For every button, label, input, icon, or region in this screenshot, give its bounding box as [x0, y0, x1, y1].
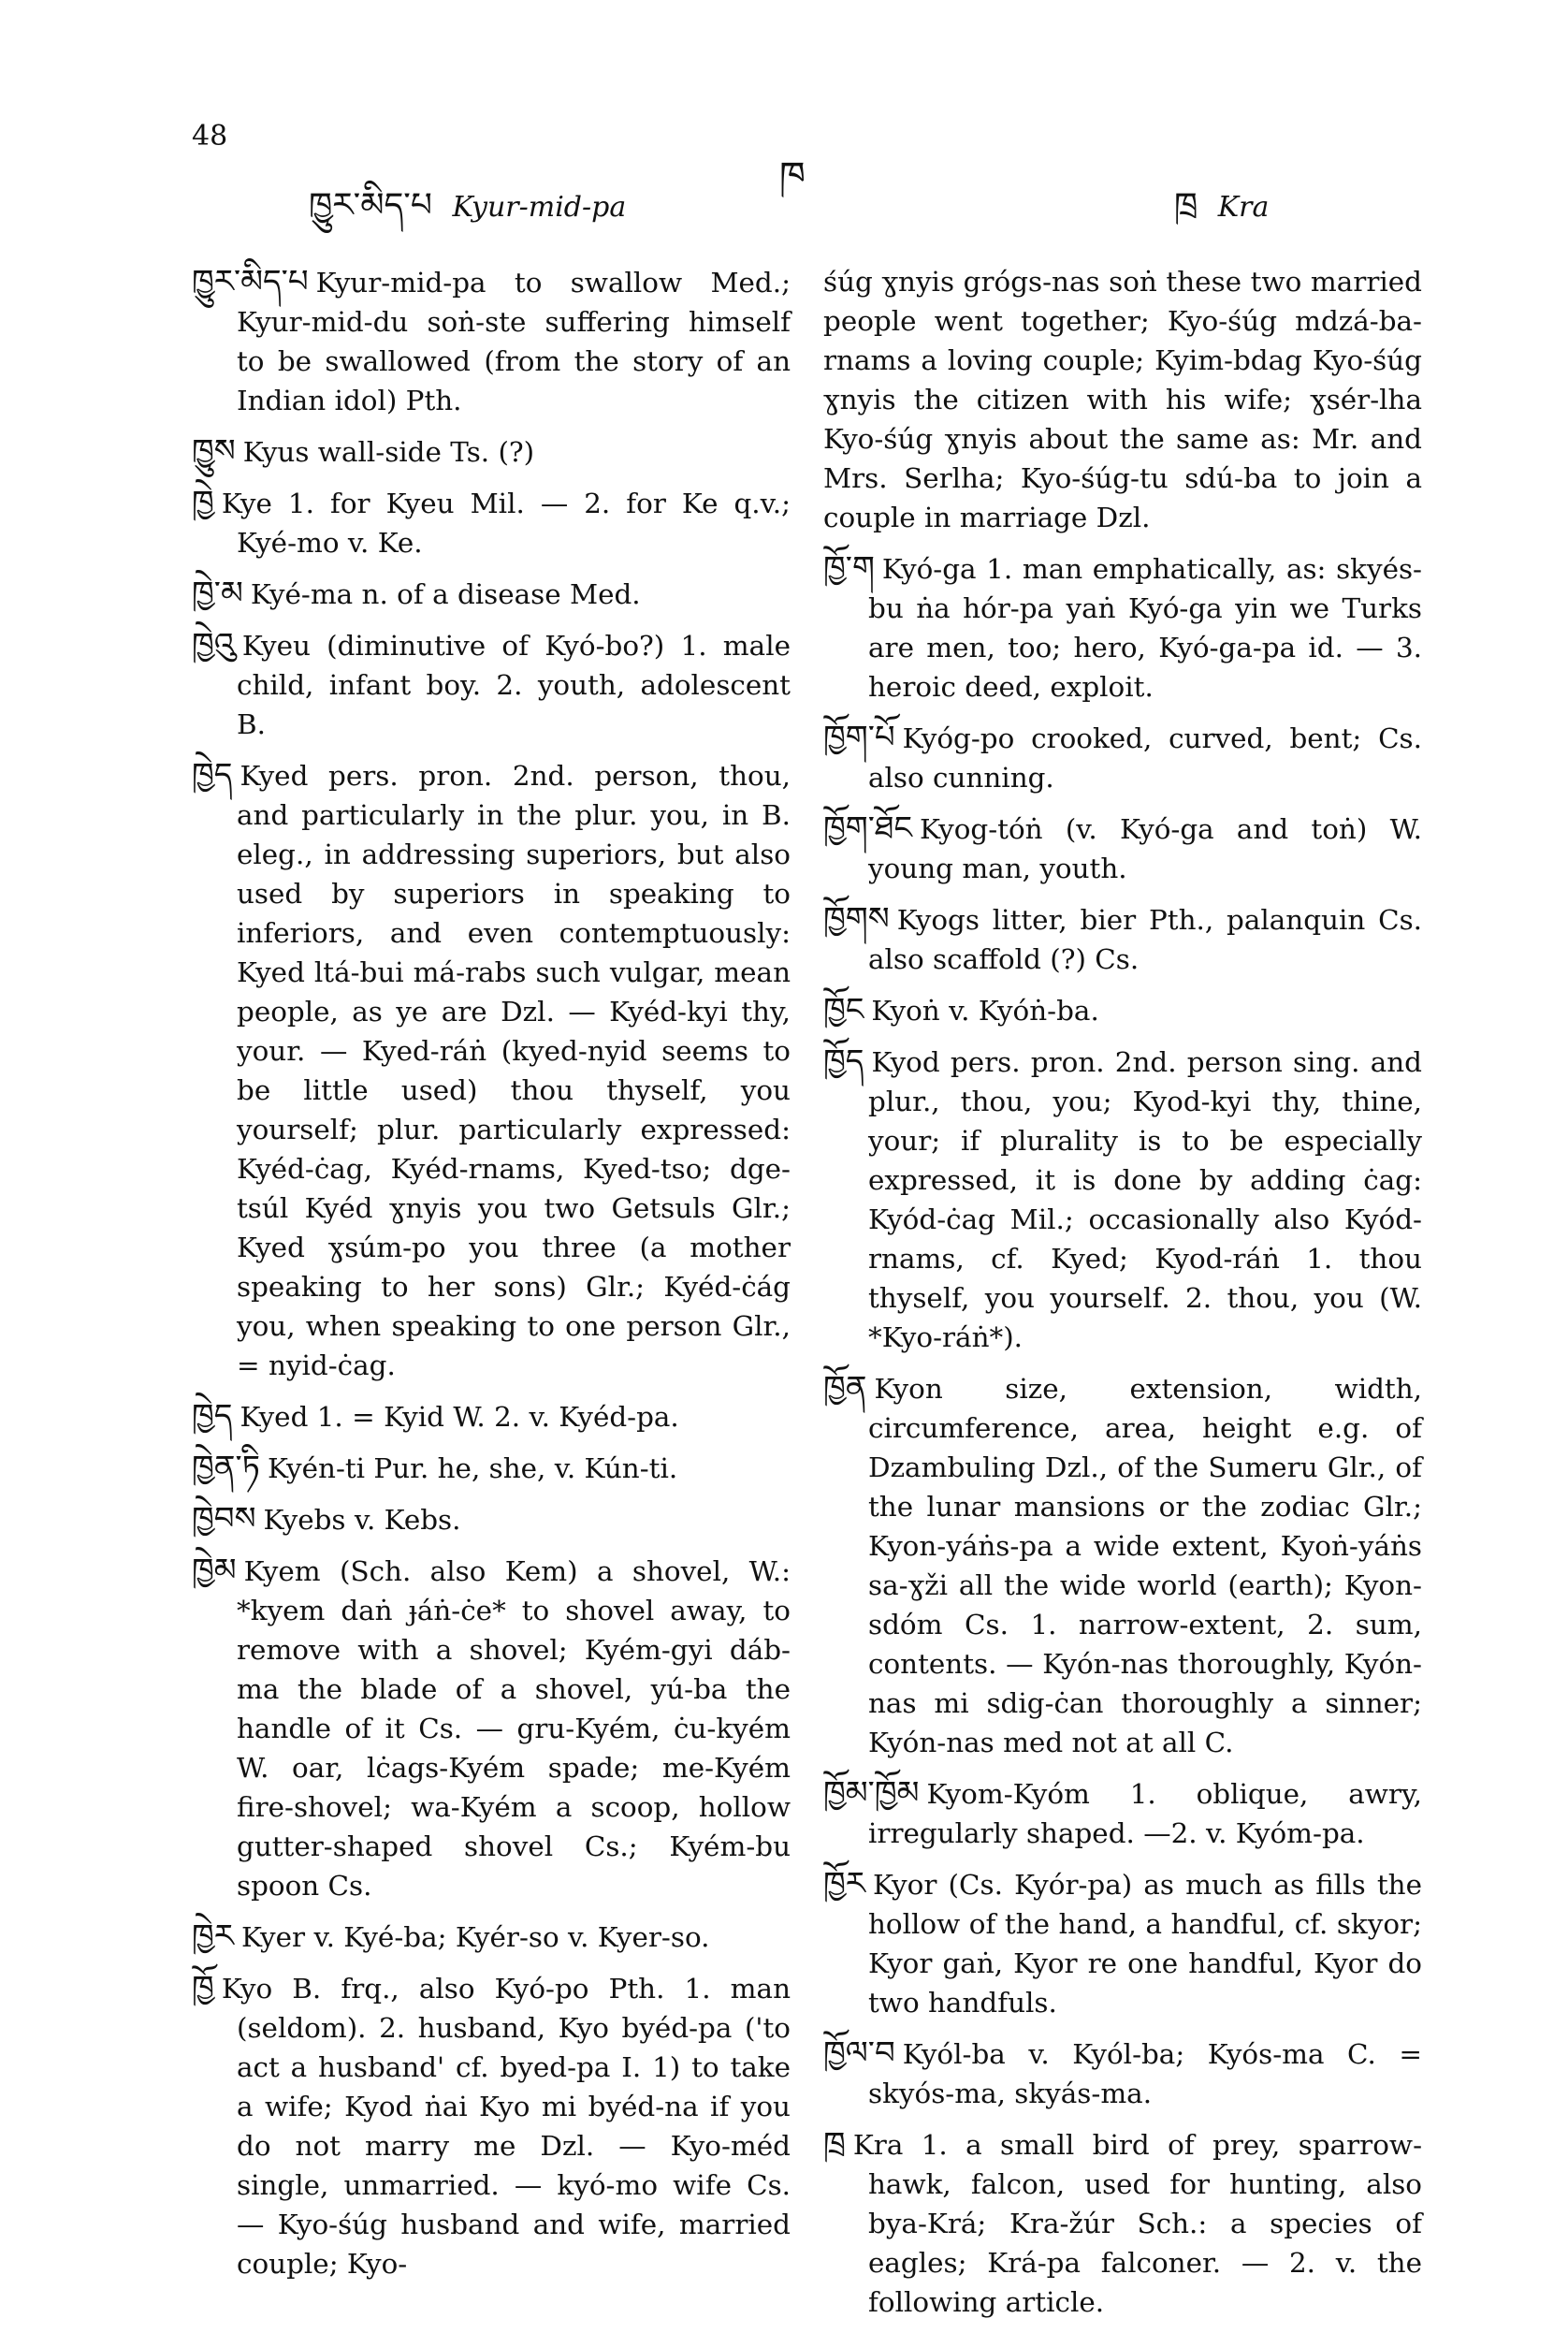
- entry-tibetan-headword: ཁྱོ: [192, 1969, 214, 2006]
- entry-tibetan-headword: ཁྱེ: [192, 484, 214, 521]
- dictionary-entry: [192, 755, 791, 1385]
- dictionary-entry: [192, 1917, 791, 1957]
- entry-definition: Kyor (Cs. Kyór-pa) as much as fills the hollow of the hand, a handful, cf. skyor; Kyor gaṅ, Kyor re one handful, Kyor do two handfuls.: [868, 1869, 1422, 2019]
- entry-tibetan-headword: ཁྱོད: [823, 1043, 864, 1080]
- dictionary-entry: [823, 262, 1422, 537]
- entry-tibetan-headword: ཁྱོང: [823, 991, 864, 1028]
- entry-definition: Kyén-ti Pur. he, she, v. Kún-ti.: [267, 1452, 678, 1484]
- entry-definition: Kyé-ma n. of a disease Med.: [250, 578, 641, 610]
- entry-definition: Kyem (Sch. also Kem) a shovel, W.: *kyem daṅ ɟáṅ-ċe* to shovel away, to remove with a shovel; Kyém-gyi dáb-ma the blade of a shovel, yú-ba the handle of it Cs. — gru-Kyém, ċu-kyém W. oar, lċags-Kyém spade; me-Kyém fire-shovel; wa-Kyém a scoop, hollow gutter-shaped shovel Cs.; Kyém-bu spoon Cs.: [237, 1555, 791, 1902]
- dictionary-entry: [192, 1499, 791, 1539]
- dictionary-entry: [823, 809, 1422, 888]
- entry-tibetan-headword: ཁྱོ་ག: [823, 549, 875, 587]
- dictionary-entry: [823, 718, 1422, 797]
- entry-definition: Kyoṅ v. Kyóṅ-ba.: [871, 995, 1099, 1027]
- running-head-left-tibetan: ཁྱུར་མིད་པ: [309, 186, 432, 225]
- entry-tibetan-headword: ཁྱོམ་ཁྱོམ: [823, 1774, 920, 1812]
- entry-tibetan-headword: ཁྱེད: [192, 756, 233, 794]
- entry-tibetan-headword: ཁྱུར་མིད་པ: [192, 263, 309, 300]
- entry-definition: Kyur-mid-pa to swallow Med.; Kyur-mid-du soṅ-ste suffering himself to be swallowed (from the story of an Indian idol) Pth.: [237, 267, 791, 416]
- entry-definition: Kyog-tóṅ (v. Kyó-ga and toṅ) W. young man, youth.: [868, 813, 1422, 884]
- running-head-right-tibetan: ཁྲ: [1174, 186, 1198, 225]
- entry-tibetan-headword: ཁྱེད: [192, 1397, 233, 1435]
- entry-definition: śúg ɣnyis grógs-nas soṅ these two married people went together; Kyo-śúg mdzá-ba-rnams a loving couple; Kyim-bdag Kyo-śúg ɣnyis the citizen with his wife; ɣsér-lha Kyo-śúg ɣnyis about the same as: Mr. and Mrs. Serlha; Kyo-śúg-tu sdú-ba to join a couple in marriage Dzl.: [823, 266, 1422, 533]
- entry-definition: Kyogs litter, bier Pth., palanquin Cs. also scaffold (?) Cs.: [868, 904, 1422, 975]
- entry-tibetan-headword: ཁྱེ་མ: [192, 575, 243, 612]
- entry-tibetan-headword: ཁྱེབས: [192, 1500, 256, 1538]
- section-letter: ཁ: [779, 154, 806, 197]
- entry-definition: Kye 1. for Kyeu Mil. — 2. for Ke q.v.; Kyé-mo v. Ke.: [221, 488, 791, 559]
- entry-definition: Kyó-ga 1. man emphatically, as: skyés-bu ṅa hór-pa yaṅ Kyó-ga yin we Turks are men, too; hero, Kyó-ga-pa id. — 3. heroic deed, exploit.: [868, 553, 1422, 703]
- running-head-right: [1174, 167, 1269, 262]
- dictionary-entry: [823, 548, 1422, 707]
- entry-tibetan-headword: ཁྱོར: [823, 1865, 865, 1903]
- running-head-left-translit: Kyur-mid-pa: [452, 191, 627, 224]
- dictionary-entry: [192, 1396, 791, 1436]
- entry-tibetan-headword: ཁྱོགས: [823, 900, 890, 938]
- entry-definition: Kyól-ba v. Kyól-ba; Kyós-ma C. = skyós-ma, skyás-ma.: [868, 2038, 1422, 2109]
- dictionary-entry: [823, 1773, 1422, 1853]
- entry-definition: Kyóg-po crooked, curved, bent; Cs. also cunning.: [868, 722, 1422, 794]
- entry-tibetan-headword: ཁྱུས: [192, 432, 236, 470]
- running-head-left: [309, 167, 626, 262]
- dictionary-entry: [823, 990, 1422, 1030]
- dictionary-entry: [192, 574, 791, 614]
- page-number: 48: [192, 120, 228, 153]
- entry-tibetan-headword: ཁྱོན: [823, 1369, 867, 1407]
- dictionary-entry: [192, 262, 791, 420]
- dictionary-entry: [192, 625, 791, 744]
- entry-tibetan-headword: ཁྱེམ: [192, 1552, 237, 1589]
- entry-tibetan-headword: ཁྱེན་ཏི: [192, 1449, 260, 1486]
- entry-definition: Kyon size, extension, width, circumference, area, height e.g. of Dzambuling Dzl., of the Sumeru Glr., of the lunar mansions or the zodiac Glr.; Kyon-yáṅs-pa a wide extent, Kyoṅ-yáṅs sa-ɣži all the wide world (earth); Kyon-sdóm Cs. 1. narrow-extent, 2. sum, contents. — Kyón-nas thoroughly, Kyón-nas mi sdig-ċan thoroughly a sinner; Kyón-nas med not at all C.: [868, 1373, 1422, 1758]
- running-head-right-translit: Kra: [1217, 191, 1270, 224]
- entry-definition: Kyed pers. pron. 2nd. person, thou, and particularly in the plur. you, in B. eleg., in addressing superiors, but also used by superiors in speaking to inferiors, and even contemptuously: Kyed ltá-bui má-rabs such vulgar, mean people, as ye are Dzl. — Kyéd-kyi thy, your. — Kyed-ráṅ (kyed-nyid seems to be little used) thou thyself, you yourself; plur. particularly expressed: Kyéd-ċag, Kyéd-rnams, Kyed-tso; dge-tsúl Kyéd ɣnyis you two Getsuls Glr.; Kyed ɣsúm-po you three (a mother speaking to her sons) Glr.; Kyéd-ċág you, when speaking to one person Glr., = nyid-ċag.: [237, 760, 791, 1381]
- dictionary-entry: [823, 2124, 1422, 2322]
- dictionary-entry: [823, 1368, 1422, 1762]
- right-column: [823, 262, 1422, 2333]
- entry-definition: Kyus wall-side Ts. (?): [242, 436, 535, 468]
- entry-definition: Kyo B. frq., also Kyó-po Pth. 1. man (seldom). 2. husband, Kyo byéd-pa ('to act a husband' cf. byed-pa I. 1) to take a wife; Kyod ṅai Kyo mi byéd-na if you do not marry me Dzl. — Kyo-méd single, unmarried. — kyó-mo wife Cs. — Kyo-śúg husband and wife, married couple; Kyo-: [221, 1973, 791, 2280]
- entry-definition: Kyed 1. = Kyid W. 2. v. Kyéd-pa.: [240, 1401, 679, 1433]
- dictionary-entry: [823, 1864, 1422, 2022]
- dictionary-entry: [823, 1042, 1422, 1357]
- entry-tibetan-headword: ཁྱེར: [192, 1917, 234, 1955]
- entry-tibetan-headword: ཁྱོག་པོ: [823, 719, 895, 756]
- entry-definition: Kyer v. Kyé-ba; Kyér-so v. Kyer-so.: [240, 1921, 710, 1953]
- entry-definition: Kra 1. a small bird of prey, sparrow-hawk, falcon, used for hunting, also bya-Krá; Kra-žúr Sch.: a species of eagles; Krá-pa falconer. — 2. v. the following article.: [852, 2129, 1422, 2318]
- entry-definition: Kyebs v. Kebs.: [263, 1504, 461, 1536]
- dictionary-entry: [823, 2034, 1422, 2113]
- entry-definition: Kyod pers. pron. 2nd. person sing. and plur., thou, you; Kyod-kyi thy, thine, your; if plurality is to be especially expressed, it is done by adding ċag: Kyód-ċag Mil.; occasionally also Kyód-rnams, cf. Kyed; Kyod-ráṅ 1. thou thyself, you yourself. 2. thou, you (W. *Kyo-ráṅ*).: [868, 1046, 1422, 1353]
- entry-definition: Kyeu (diminutive of Kyó-bo?) 1. male child, infant boy. 2. youth, adolescent B.: [237, 630, 791, 740]
- dictionary-entry: [192, 1448, 791, 1488]
- dictionary-entry: [192, 1551, 791, 1905]
- dictionary-entry: [823, 899, 1422, 979]
- dictionary-entry: [192, 483, 791, 562]
- entry-tibetan-headword: ཁྲ: [823, 2125, 846, 2163]
- dictionary-entry: [192, 431, 791, 472]
- entry-tibetan-headword: ཁྱོག་ཐོང: [823, 809, 913, 847]
- entry-tibetan-headword: ཁྱོལ་བ: [823, 2034, 895, 2072]
- dictionary-entry: [192, 1968, 791, 2283]
- entry-definition: Kyom-Kyóm 1. oblique, awry, irregularly shaped. —2. v. Kyóm-pa.: [868, 1778, 1422, 1849]
- left-column: [192, 262, 791, 2295]
- entry-tibetan-headword: ཁྱེའུ: [192, 626, 235, 663]
